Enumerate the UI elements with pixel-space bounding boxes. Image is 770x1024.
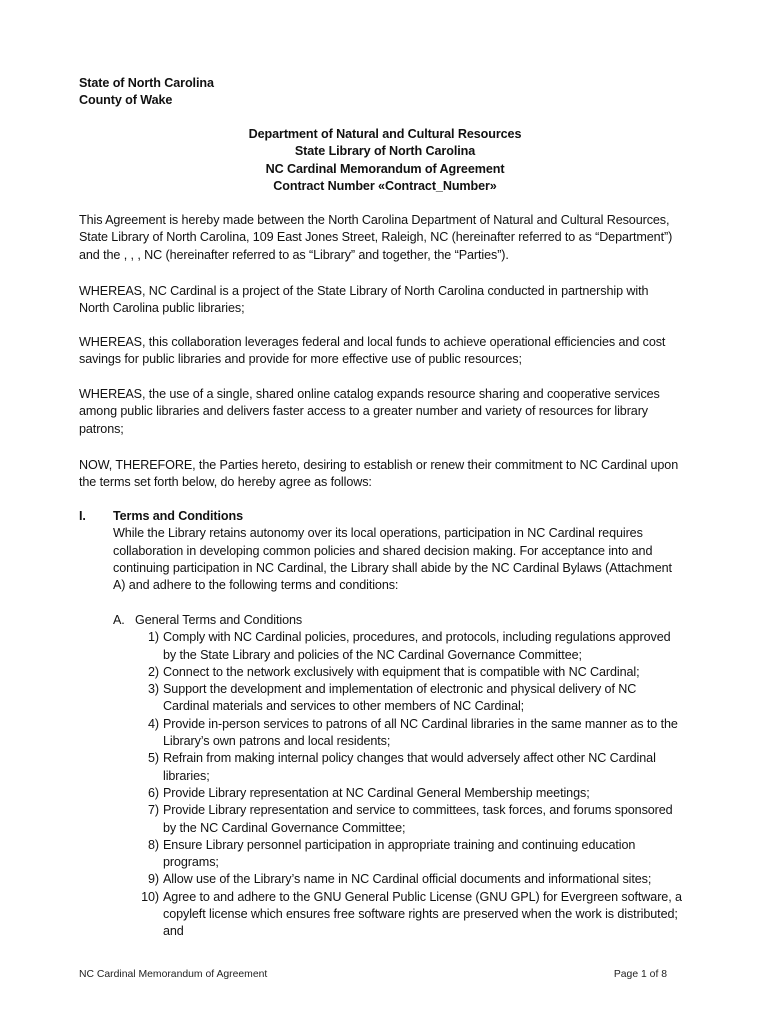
whereas-paragraph-3: WHEREAS, the use of a single, shared online catalog expands resource sharing and cooperative services among public libraries and delivers faster access to a greater number and variety of resources for library patrons; bbox=[79, 387, 660, 436]
list-item-number: 8) bbox=[148, 837, 159, 852]
department-title: Department of Natural and Cultural Resources bbox=[248, 127, 522, 141]
list-item bbox=[135, 785, 683, 802]
list-item-text: Refrain from making internal policy changes that would adversely affect other NC Cardinal libraries; bbox=[163, 751, 656, 783]
list-item-text: Allow use of the Library’s name in NC Cardinal official documents and informational sites; bbox=[163, 872, 652, 887]
list-item bbox=[135, 629, 683, 664]
section-numeral: I. bbox=[79, 509, 86, 523]
list-item-number: 6) bbox=[148, 785, 159, 800]
list-item-number: 9) bbox=[148, 872, 159, 887]
county-line: County of Wake bbox=[79, 93, 173, 108]
agreement-title: NC Cardinal Memorandum of Agreement bbox=[265, 161, 505, 176]
terms-list bbox=[113, 629, 683, 940]
subsection-general-terms bbox=[113, 612, 683, 941]
footer-document-title: NC Cardinal Memorandum of Agreement bbox=[79, 969, 268, 980]
jurisdiction-block bbox=[79, 75, 214, 110]
library-title: State Library of North Carolina bbox=[294, 144, 476, 159]
list-item-number: 10) bbox=[141, 889, 159, 904]
section-intro: While the Library retains autonomy over its local operations, participation in NC Cardinal requires collaboration in developing common policies and shared decision making. For acceptance into and continuing participation in NC Cardinal, the Library shall abide by the NC Cardinal Bylaws (Attachment A) and adhere to the following terms and conditions: bbox=[113, 526, 672, 593]
list-item-number: 5) bbox=[148, 751, 159, 766]
subsection-letter: A. bbox=[113, 613, 125, 627]
contract-number: Contract Number «Contract_Number» bbox=[273, 178, 497, 193]
state-line: State of North Carolina bbox=[79, 76, 214, 90]
list-item-number: 1) bbox=[148, 630, 159, 645]
subsection-title: General Terms and Conditions bbox=[135, 613, 303, 627]
list-item-number: 7) bbox=[148, 803, 159, 818]
list-item-number: 3) bbox=[148, 682, 159, 697]
agreement-paragraph: This Agreement is hereby made between the North Carolina Department of Natural and Cultural Resources, State Library of North Carolina, 109 East Jones Street, Raleigh, NC (hereinafter referred to as “Department”) and the , , , NC (hereinafter referred to as “Library” and together, the “Parties”). bbox=[79, 213, 673, 262]
title-block bbox=[0, 126, 770, 195]
list-item-text: Provide in-person services to patrons of all NC Cardinal libraries in the same manner as to the Library’s own patrons and local residents; bbox=[163, 716, 678, 749]
list-item-number: 2) bbox=[148, 664, 159, 679]
list-item bbox=[135, 716, 683, 751]
list-item-text: Provide Library representation at NC Cardinal General Membership meetings; bbox=[163, 785, 590, 800]
list-item-text: Comply with NC Cardinal policies, procedures, and protocols, including regulations approved by the State Library and policies of the NC Cardinal Governance Committee; bbox=[163, 630, 671, 662]
now-therefore-paragraph: NOW, THEREFORE, the Parties hereto, desiring to establish or renew their commitment to NC Cardinal upon the terms set forth below, do hereby agree as follows: bbox=[79, 458, 679, 490]
list-item bbox=[135, 837, 683, 872]
section-title: Terms and Conditions bbox=[113, 509, 244, 523]
list-item bbox=[135, 750, 683, 785]
list-item bbox=[135, 889, 683, 941]
list-item bbox=[135, 802, 683, 837]
list-item-text: Connect to the network exclusively with equipment that is compatible with NC Cardinal; bbox=[163, 664, 640, 679]
subsection-heading bbox=[113, 612, 683, 629]
list-item bbox=[135, 681, 683, 716]
list-item bbox=[135, 664, 683, 681]
whereas-paragraph-2: WHEREAS, this collaboration leverages federal and local funds to achieve operational efficiencies and cost savings for public libraries and provide for more effective use of public resources; bbox=[79, 335, 666, 367]
section-terms-and-conditions bbox=[79, 508, 689, 594]
list-item bbox=[135, 871, 683, 888]
list-item-text: Support the development and implementation of electronic and physical delivery of NC Cardinal materials and services to other members of NC Cardinal; bbox=[163, 682, 637, 714]
list-item-text: Provide Library representation and service to committees, task forces, and forums sponsored by the NC Cardinal Governance Committee; bbox=[163, 803, 673, 835]
page-footer bbox=[79, 968, 667, 981]
list-item-text: Ensure Library personnel participation in appropriate training and continuing education programs; bbox=[163, 837, 636, 870]
list-item-number: 4) bbox=[148, 716, 159, 731]
footer-page-number: Page 1 of 8 bbox=[613, 969, 667, 980]
list-item-text: Agree to and adhere to the GNU General Public License (GNU GPL) for Evergreen software, a copyleft license which ensures free software rights are preserved when the work is distributed; and bbox=[163, 889, 682, 939]
section-heading bbox=[79, 508, 689, 525]
whereas-paragraph-1: WHEREAS, NC Cardinal is a project of the State Library of North Carolina conducted in partnership with North Carolina public libraries; bbox=[79, 284, 649, 316]
